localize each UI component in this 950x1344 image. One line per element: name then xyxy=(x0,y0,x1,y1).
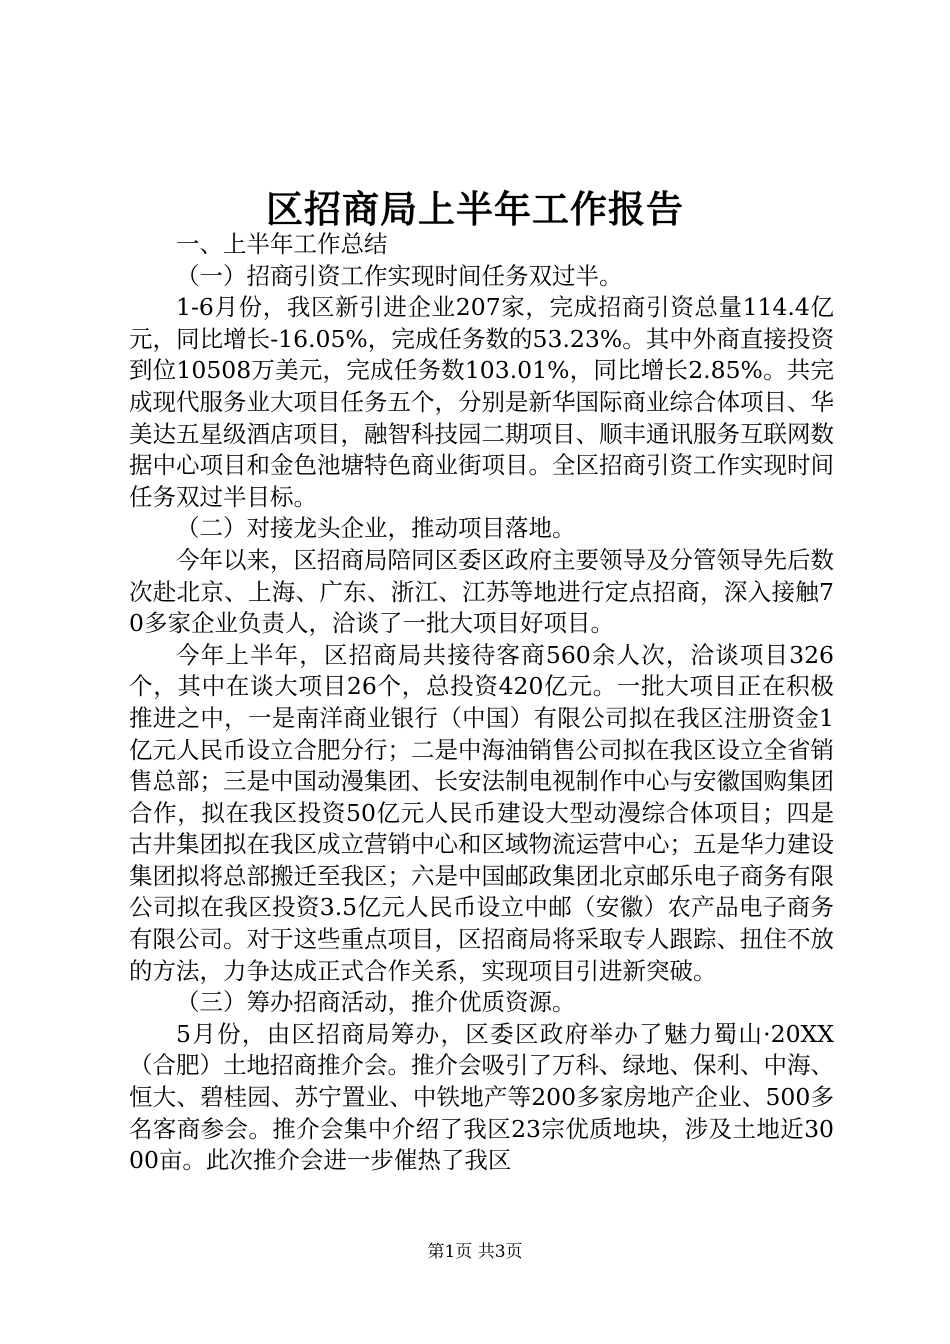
section-heading: 一、上半年工作总结 xyxy=(176,230,388,258)
body-paragraph: 今年上半年，区招商局共接待客商560余人次，洽谈项目326个，其中在谈大项目26个，总投资420亿元。一批大项目正在积极推进之中，一是南洋商业银行（中国）有限公司拟在我区注册资金1亿元人民币设立合肥分行；二是中海油销售公司拟在我区设立全省销售总部；三是中国动漫集团、长安法制电视制作中心与安徽国购集团合作，拟在我区投资50亿元人民币建设大型动漫综合体项目；四是古井集团拟在我区成立营销中心和区域物流运营中心；五是华力建设集团拟将总部搬迁至我区；六是中国邮政集团北京邮乐电子商务有限公司拟在我区投资3.5亿元人民币设立中邮（安徽）农产品电子商务有限公司。对于这些重点项目，区招商局将采取专人跟踪、扭住不放的方法，力争达成正式合作关系，实现项目引进新突破。 xyxy=(129,640,834,985)
body-paragraph: 今年以来，区招商局陪同区委区政府主要领导及分管领导先后数次赴北京、上海、广东、浙江、江苏等地进行定点招商，深入接触70多家企业负责人，洽谈了一批大项目好项目。 xyxy=(129,545,834,638)
body-paragraph: 5月份，由区招商局筹办，区委区政府举办了魅力蜀山·20XX（合肥）土地招商推介会。推介会吸引了万科、绿地、保利、中海、恒大、碧桂园、苏宁置业、中铁地产等200多家房地产企业、500多名客商参会。推介会集中介绍了我区23宗优质地块，涉及土地近3000亩。此次推介会进一步催热了我区 xyxy=(129,1019,834,1175)
body-paragraph: 1-6月份，我区新引进企业207家，完成招商引资总量114.4亿元，同比增长-16.05%，完成任务数的53.23%。其中外商直接投资到位10508万美元，完成任务数103.01%，同比增长2.85%。共完成现代服务业大项目任务五个，分别是新华国际商业综合体项目、华美达五星级酒店项目，融智科技园二期项目、顺丰通讯服务互联网数据中心项目和金色池塘特色商业街项目。全区招商引资工作实现时间任务双过半目标。 xyxy=(129,293,834,511)
page-number-footer: 第1页 共3页 xyxy=(427,1242,523,1262)
document-title: 区招商局上半年工作报告 xyxy=(266,187,684,231)
document-body xyxy=(129,229,834,1177)
subsection-heading: （三）筹办招商活动，推介优质资源。 xyxy=(176,988,576,1017)
subsection-heading: （二）对接龙头企业，推动项目落地。 xyxy=(176,514,576,543)
subsection-heading: （一）招商引资工作实现时间任务双过半。 xyxy=(176,261,623,290)
